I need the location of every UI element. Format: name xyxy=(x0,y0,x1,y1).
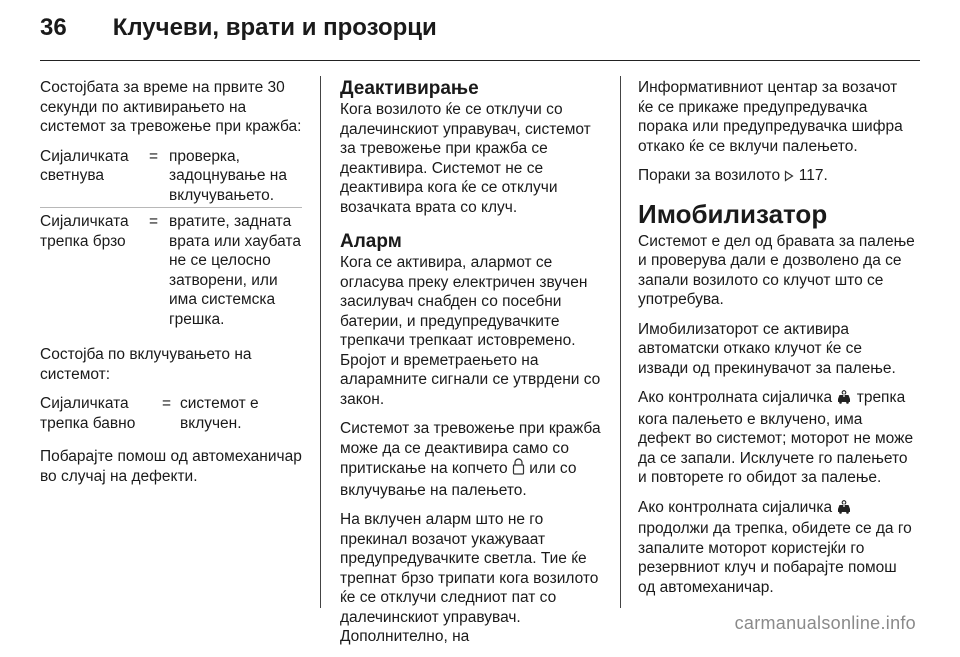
immobilizer-heading: Имобилизатор xyxy=(638,198,828,229)
status-table-row xyxy=(40,212,302,329)
alarm-deactivate-paragraph xyxy=(340,419,606,500)
status-table-row xyxy=(40,147,302,206)
equals-sign: = xyxy=(149,147,159,165)
reference-text: Пораки за возилото xyxy=(638,167,781,184)
page-number: 36 xyxy=(40,14,67,41)
fault-text-cont: трепка кога палењето е вклучено, има дефект во системот; моторот не може да се запали. Исклучете го палењето и повторете го обидот за палење. xyxy=(638,389,914,486)
alarm-deactivate-text: Системот за тревожење при кражба може да се деактивира само со притискање на копчето xyxy=(340,420,601,477)
spare-key-text: Ако контролната сијаличка xyxy=(638,498,833,516)
triangle-right-ref-icon xyxy=(784,168,794,188)
page-header xyxy=(40,14,437,54)
vehicle-messages-reference xyxy=(638,166,916,188)
intro-paragraph: Состојбата за време на првите 30 секунди по активирањето на системот за тревожење при кражба: xyxy=(40,79,302,135)
car-key-warning-icon xyxy=(836,390,852,410)
immobilizer-activation-paragraph: Имобилизаторот се активира автоматски откако клучот ќе се извади од прекинувачот за палење. xyxy=(638,320,896,377)
lamp-state: Сијаличката светнува xyxy=(40,147,129,184)
immobilizer-paragraph: Системот е дел од бравата за палење и проверува дали е дозволено да се запали возилото со клучот што се употребува. xyxy=(638,232,915,308)
column-divider xyxy=(320,76,321,608)
lamp-state: Сијаличката трепка брзо xyxy=(40,213,129,250)
info-center-paragraph: Информативниот центар за возачот ќе се прикаже предупредувачка порака или предупредувачка шифра откако ќе се вклучи палењето. xyxy=(638,79,903,155)
state-meaning: проверка, задоцнување на вклучувањето. xyxy=(169,147,287,204)
lamp-state: Сијаличката трепка бавно xyxy=(40,395,136,432)
car-key-warning-icon xyxy=(836,500,852,520)
state-meaning: вратите, задната врата или хаубата не се целосно затворени, или има системска грешка. xyxy=(169,213,301,328)
help-paragraph: Побарајте помош од автомеханичар во случај на дефекти. xyxy=(40,448,302,485)
status-table-row xyxy=(40,394,302,433)
immobilizer-fault-paragraph xyxy=(638,388,916,488)
alarm-paragraph: Кога се активира, алармот се огласува преку електричен звучен засилувач снабден со посебни батерии, и предупредувачките трепкачи трепкаат истовремено. Бројот и времетраењето на аларамните сигнали се утврдени со закон. xyxy=(340,254,601,408)
column-right xyxy=(638,78,916,607)
alarm-deactivate-text-cont: или со вклучување на палењето. xyxy=(340,460,577,499)
state-meaning: системот е вклучен. xyxy=(180,395,259,432)
reference-page: 117. xyxy=(798,167,828,184)
fault-text: Ако контролната сијаличка xyxy=(638,389,833,406)
padlock-button-icon xyxy=(512,458,525,481)
equals-sign: = xyxy=(162,395,172,412)
equals-sign: = xyxy=(149,213,159,230)
column-left xyxy=(40,78,302,496)
chapter-title: Клучеви, врати и прозорци xyxy=(112,14,437,41)
column-divider xyxy=(620,76,621,608)
alarm-heading: Аларм xyxy=(340,231,402,252)
spare-key-text-cont: продолжи да трепка, обидете се да го запалите моторот користејќи го резервниот клуч и побарајте помош од автомеханичар. xyxy=(638,520,912,596)
watermark: carmanualsonline.info xyxy=(734,613,916,633)
table-separator xyxy=(40,207,302,208)
column-middle xyxy=(340,78,606,657)
deactivation-heading: Деактивирање xyxy=(340,78,479,99)
deactivation-paragraph: Кога возилото ќе се отклучи со далечинскиот управувач, системот за тревожење при кражба се деактивира. Системот не се деактивира кога ќе се отклучи возачката врата со клуч. xyxy=(340,101,591,216)
after-activation-paragraph: Состојба по вклучувањето на системот: xyxy=(40,346,252,383)
immobilizer-spare-key-paragraph xyxy=(638,498,916,598)
header-rule xyxy=(40,60,920,61)
alarm-indication-paragraph: На вклучен аларм што не го прекинал возачот укажуваат предупредувачките светла. Тие ќе трепнат брзо трипати кога возилото ќе се отклучи следниот пат со далечинскиот управувач. Дополнително, на xyxy=(340,511,599,645)
